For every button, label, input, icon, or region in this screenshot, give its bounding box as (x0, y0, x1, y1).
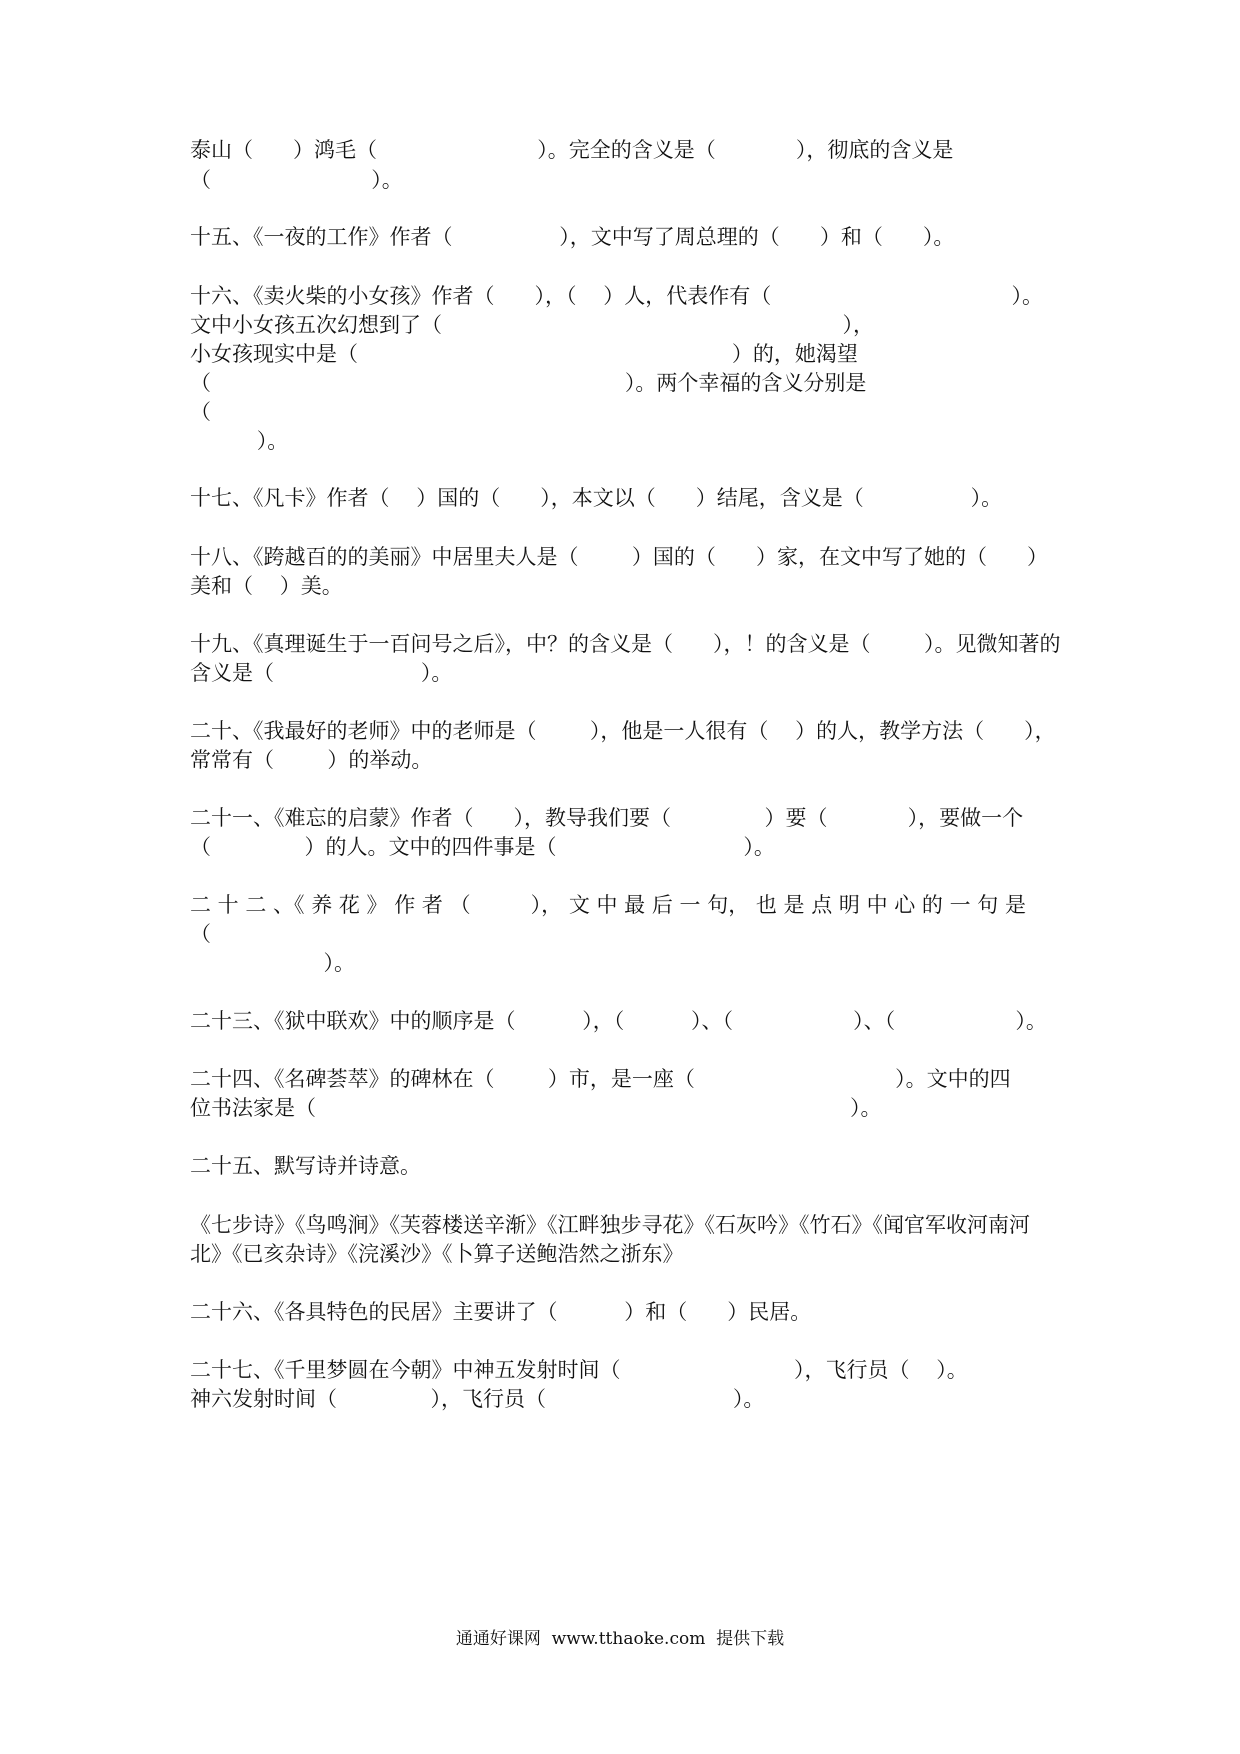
question-16-line-4: （ ）。两个幸福的含义分别是 (190, 371, 867, 395)
question-19-line-1: 十九、《真理诞生于一百问号之后》，中？的含义是（ ），！的含义是（ ）。见微知著的 (190, 632, 1061, 656)
question-15-line-1: 十五、《一夜的工作》作者（ ），文中写了周总理的（ ）和（ ）。 (190, 225, 955, 249)
question-16-line-6: ）。 (190, 429, 289, 453)
question-23-line-1: 二十三、《狱中联欢》中的顺序是（ ），（ ）、（ ）、（ ）。 (190, 1009, 1047, 1033)
question-16-line-5: （ (190, 400, 211, 424)
question-22-line-3: ）。 (190, 951, 356, 975)
question-25-line-1: 二十五、默写诗并诗意。 (190, 1154, 421, 1178)
question-21-line-1: 二十一、《难忘的启蒙》作者（ ），教导我们要（ ）要（ ），要做一个 (190, 806, 1024, 830)
question-18-line-2: 美和（ ）美。 (190, 574, 343, 598)
question-17-line-1: 十七、《凡卡》作者（ ）国的（ ），本文以（ ）结尾，含义是（ ）。 (190, 486, 1003, 510)
question-25-poem-list-line-2: 北》《已亥杂诗》《浣溪沙》《卜算子送鲍浩然之浙东》 (190, 1242, 684, 1266)
question-20-line-1: 二十、《我最好的老师》中的老师是（ ），他是一人很有（ ）的人，教学方法（ ）， (190, 719, 1056, 743)
question-19-line-2: 含义是（ ）。 (190, 661, 453, 685)
page-footer: 通通好课网 www.tthaoke.com 提供下载 (455, 1629, 785, 1649)
question-21-line-2: （ ）的人。文中的四件事是（ ）。 (190, 835, 775, 859)
question-27-line-1: 二十七、《千里梦圆在今朝》中神五发射时间（ ），飞行员（ ）。 (190, 1358, 968, 1382)
question-16-line-2: 文中小女孩五次幻想到了（ ）， (190, 313, 875, 337)
question-22-line-1: 二 十 二 、《 养 花 》 作 者 （ ）， 文 中 最 后 一 句， 也 是 点 明 中 心 的 一 句 是 (190, 893, 1026, 917)
question-20-line-2: 常常有（ ）的举动。 (190, 748, 433, 772)
question-24-line-1: 二十四、《名碑荟萃》的碑林在（ ）市，是一座（ ）。文中的四 (190, 1067, 1011, 1091)
question-26-line-1: 二十六、《各具特色的民居》主要讲了（ ）和（ ）民居。 (190, 1300, 812, 1324)
question-18-line-1: 十八、《跨越百的的美丽》中居里夫人是（ ）国的（ ）家，在文中写了她的（ ） (190, 545, 1049, 569)
question-24-line-2: 位书法家是（ ）。 (190, 1096, 882, 1120)
question-27-line-2: 神六发射时间（ ），飞行员（ ）。 (190, 1387, 765, 1411)
question-16-line-3: 小女孩现实中是（ ）的，她渴望 (190, 342, 858, 366)
question-16-line-1: 十六、《卖火柴的小女孩》作者（ ），（ ）人，代表作有（ ）。 (190, 284, 1044, 308)
question-22-line-2: （ (190, 922, 211, 946)
question-14-line-1: 泰山（ ）鸿毛（ ）。完全的含义是（ ），彻底的含义是 (190, 138, 954, 162)
question-25-poem-list-line-1: 《七步诗》《鸟鸣涧》《芙蓉楼送辛渐》《江畔独步寻花》《石灰吟》《竹石》《闻官军收河南河 (190, 1213, 1030, 1237)
question-14-line-2: （ ）。 (190, 168, 403, 192)
